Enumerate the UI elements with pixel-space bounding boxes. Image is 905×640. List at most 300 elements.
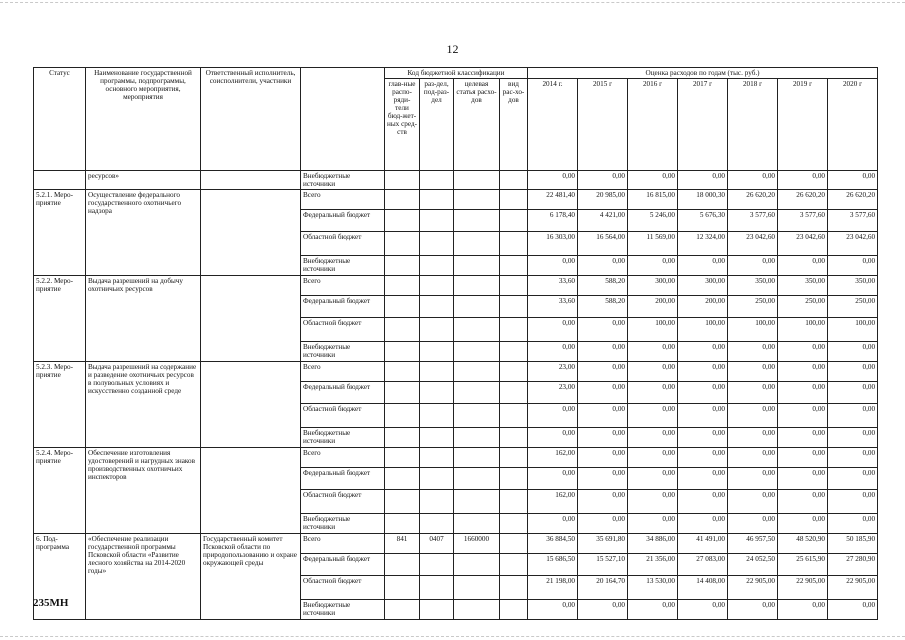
value-cell: 0,00 [628,362,678,382]
code-grbs [385,362,420,382]
value-cell: 0,00 [678,448,728,468]
value-cell: 0,00 [628,428,678,448]
value-cell: 0,00 [578,404,628,428]
row-name: Осуществление федерального государственного охотничьего надзора [86,190,201,276]
row-executor: Государственный комитет Псковской области по природопользованию и охране окружающей среды [201,534,301,620]
value-cell: 35 691,80 [578,534,628,554]
code-csr [454,232,500,256]
value-cell: 0,00 [778,362,828,382]
code-grbs [385,490,420,514]
value-cell: 0,00 [628,404,678,428]
value-cell: 0,00 [528,600,578,620]
code-csr [454,256,500,276]
value-cell: 48 520,90 [778,534,828,554]
value-cell: 0,00 [778,490,828,514]
value-cell: 0,00 [578,362,628,382]
code-rzpr [420,428,454,448]
code-vr [500,256,528,276]
value-cell: 100,00 [828,318,878,342]
value-cell: 20 164,70 [578,576,628,600]
row-source: Областной бюджет [301,404,385,428]
row-status: 5.2.3. Меро-приятие [34,362,86,448]
value-cell: 21 198,00 [528,576,578,600]
row-executor [201,276,301,362]
value-cell: 0,00 [578,428,628,448]
value-cell: 0,00 [678,490,728,514]
value-cell: 0,00 [678,468,728,490]
value-cell: 4 421,00 [578,210,628,232]
value-cell: 200,00 [678,296,728,318]
value-cell: 0,00 [678,514,728,534]
value-cell: 162,00 [528,490,578,514]
value-cell: 0,00 [578,468,628,490]
value-cell: 5 246,00 [628,210,678,232]
table-row [34,171,878,190]
value-cell: 3 577,60 [728,210,778,232]
code-vr [500,318,528,342]
header-executor: Ответственный исполнитель, соисполнители, участники [201,68,301,171]
code-grbs [385,342,420,362]
value-cell: 0,00 [578,382,628,404]
value-cell: 33,60 [528,296,578,318]
value-cell: 0,00 [628,342,678,362]
header-vr: вид рас-хо-дов [500,79,528,171]
code-grbs [385,468,420,490]
row-source: Областной бюджет [301,232,385,256]
table-row [34,448,878,468]
row-status: 6. Под-программа [34,534,86,620]
header-year: 2014 г. [528,79,578,171]
row-source: Федеральный бюджет [301,382,385,404]
value-cell: 34 886,00 [628,534,678,554]
code-csr [454,210,500,232]
header-budget-classification: Код бюджетной классификации [385,68,528,79]
row-source: Всего [301,276,385,296]
value-cell: 588,20 [578,296,628,318]
value-cell: 0,00 [528,428,578,448]
code-csr [454,404,500,428]
code-grbs: 841 [385,534,420,554]
value-cell: 350,00 [828,276,878,296]
code-vr [500,514,528,534]
code-csr [454,448,500,468]
code-rzpr [420,576,454,600]
code-grbs [385,171,420,190]
code-csr [454,296,500,318]
code-rzpr: 0407 [420,534,454,554]
header-row-1 [34,68,878,79]
header-status: Статус [34,68,86,171]
code-csr [454,171,500,190]
value-cell: 0,00 [528,468,578,490]
value-cell: 0,00 [728,448,778,468]
value-cell: 0,00 [778,428,828,448]
row-source: Федеральный бюджет [301,210,385,232]
row-executor [201,448,301,534]
table-row [34,362,878,382]
code-vr [500,342,528,362]
value-cell: 250,00 [728,296,778,318]
code-csr [454,276,500,296]
code-csr [454,514,500,534]
value-cell: 3 577,60 [778,210,828,232]
header-csr: целевая статья расхо-дов [454,79,500,171]
code-grbs [385,382,420,404]
value-cell: 0,00 [828,448,878,468]
code-rzpr [420,342,454,362]
code-vr [500,490,528,514]
value-cell: 15 527,10 [578,554,628,576]
value-cell: 0,00 [728,342,778,362]
code-grbs [385,232,420,256]
value-cell: 200,00 [628,296,678,318]
table-row [34,190,878,210]
code-csr [454,342,500,362]
row-name: Выдача разрешений на содержание и разведение охотничьих ресурсов в полувольных условиях и искусственно созданной среде [86,362,201,448]
value-cell: 0,00 [728,256,778,276]
value-cell: 0,00 [828,342,878,362]
code-csr [454,600,500,620]
code-csr [454,318,500,342]
table-row [34,534,878,554]
value-cell: 22 481,40 [528,190,578,210]
value-cell: 16 564,00 [578,232,628,256]
row-source: Внебюджетные источники [301,171,385,190]
table-row [34,276,878,296]
code-vr [500,190,528,210]
value-cell: 100,00 [778,318,828,342]
value-cell: 0,00 [728,490,778,514]
header-year: 2019 г [778,79,828,171]
code-vr [500,404,528,428]
code-grbs [385,514,420,534]
value-cell: 15 686,50 [528,554,578,576]
row-name: Выдача разрешений на добычу охотничьих ресурсов [86,276,201,362]
value-cell: 0,00 [828,362,878,382]
value-cell: 588,20 [578,276,628,296]
code-grbs [385,190,420,210]
value-cell: 0,00 [828,171,878,190]
value-cell: 0,00 [578,342,628,362]
value-cell: 0,00 [728,514,778,534]
code-rzpr [420,232,454,256]
header-source-blank [301,68,385,171]
value-cell: 14 408,00 [678,576,728,600]
expense-table [33,67,878,620]
header-year: 2018 г [728,79,778,171]
value-cell: 0,00 [678,404,728,428]
value-cell: 0,00 [628,382,678,404]
row-status: 5.2.1. Меро-приятие [34,190,86,276]
value-cell: 26 620,20 [828,190,878,210]
value-cell: 0,00 [528,318,578,342]
code-grbs [385,210,420,232]
code-rzpr [420,404,454,428]
value-cell: 23,00 [528,362,578,382]
code-csr: 1660000 [454,534,500,554]
value-cell: 13 530,00 [628,576,678,600]
value-cell: 0,00 [778,404,828,428]
value-cell: 0,00 [678,428,728,448]
code-grbs [385,448,420,468]
row-status: 5.2.4. Меро-приятие [34,448,86,534]
row-source: Областной бюджет [301,490,385,514]
value-cell: 23 042,60 [778,232,828,256]
value-cell: 0,00 [828,514,878,534]
value-cell: 0,00 [728,468,778,490]
value-cell: 0,00 [628,171,678,190]
value-cell: 0,00 [778,600,828,620]
code-rzpr [420,468,454,490]
value-cell: 0,00 [578,514,628,534]
row-source: Внебюджетные источники [301,514,385,534]
code-vr [500,600,528,620]
value-cell: 0,00 [728,404,778,428]
header-estimate: Оценка расходов по годам (тыс. руб.) [528,68,878,79]
value-cell: 0,00 [578,600,628,620]
code-vr [500,276,528,296]
code-vr [500,232,528,256]
row-name: Обеспечение изготовления удостоверений и нагрудных знаков производственных охотничьих инспекторов [86,448,201,534]
row-executor [201,190,301,276]
value-cell: 33,60 [528,276,578,296]
value-cell: 16 303,00 [528,232,578,256]
value-cell: 36 884,50 [528,534,578,554]
value-cell: 16 815,00 [628,190,678,210]
value-cell: 3 577,60 [828,210,878,232]
code-rzpr [420,554,454,576]
value-cell: 0,00 [528,171,578,190]
value-cell: 100,00 [678,318,728,342]
header-grbs: глав-ные распо-ряди-тели бюд-жет-ных сред-ств [385,79,420,171]
value-cell: 0,00 [678,342,728,362]
value-cell: 0,00 [728,600,778,620]
header-rzpr: раз-дел, под-раз-дел [420,79,454,171]
value-cell: 0,00 [828,600,878,620]
code-csr [454,190,500,210]
value-cell: 0,00 [778,342,828,362]
code-grbs [385,576,420,600]
code-rzpr [420,382,454,404]
code-grbs [385,600,420,620]
value-cell: 46 957,50 [728,534,778,554]
value-cell: 23 042,60 [828,232,878,256]
value-cell: 23,00 [528,382,578,404]
code-vr [500,428,528,448]
scan-edge-top [0,2,905,3]
row-name: ресурсов» [86,171,201,190]
value-cell: 50 185,90 [828,534,878,554]
value-cell: 0,00 [528,256,578,276]
value-cell: 0,00 [678,382,728,404]
value-cell: 0,00 [628,468,678,490]
code-rzpr [420,296,454,318]
code-rzpr [420,210,454,232]
code-rzpr [420,256,454,276]
row-status: 5.2.2. Меро-приятие [34,276,86,362]
row-source: Областной бюджет [301,576,385,600]
value-cell: 0,00 [828,468,878,490]
value-cell: 100,00 [728,318,778,342]
code-grbs [385,256,420,276]
header-year: 2015 г [578,79,628,171]
value-cell: 0,00 [728,382,778,404]
table-body [34,171,878,620]
value-cell: 250,00 [828,296,878,318]
row-source: Всего [301,362,385,382]
code-rzpr [420,318,454,342]
value-cell: 0,00 [678,600,728,620]
value-cell: 0,00 [628,490,678,514]
code-grbs [385,554,420,576]
code-grbs [385,404,420,428]
value-cell: 0,00 [828,428,878,448]
value-cell: 0,00 [578,256,628,276]
code-vr [500,576,528,600]
value-cell: 0,00 [628,448,678,468]
code-rzpr [420,490,454,514]
code-csr [454,468,500,490]
value-cell: 0,00 [778,468,828,490]
value-cell: 0,00 [778,514,828,534]
code-vr [500,448,528,468]
value-cell: 23 042,60 [728,232,778,256]
value-cell: 350,00 [728,276,778,296]
row-source: Всего [301,534,385,554]
value-cell: 250,00 [778,296,828,318]
code-grbs [385,318,420,342]
code-csr [454,428,500,448]
value-cell: 0,00 [828,256,878,276]
value-cell: 0,00 [528,404,578,428]
code-vr [500,210,528,232]
value-cell: 11 569,00 [628,232,678,256]
value-cell: 12 324,00 [678,232,728,256]
scan-edge-bottom [0,636,905,637]
value-cell: 22 905,00 [728,576,778,600]
value-cell: 27 280,90 [828,554,878,576]
value-cell: 0,00 [778,382,828,404]
code-csr [454,382,500,404]
row-source: Всего [301,190,385,210]
code-rzpr [420,190,454,210]
code-csr [454,490,500,514]
value-cell: 0,00 [678,171,728,190]
value-cell: 26 620,20 [728,190,778,210]
value-cell: 0,00 [728,428,778,448]
value-cell: 22 905,00 [828,576,878,600]
value-cell: 0,00 [628,256,678,276]
value-cell: 0,00 [828,382,878,404]
code-rzpr [420,448,454,468]
value-cell: 0,00 [578,490,628,514]
value-cell: 24 052,50 [728,554,778,576]
header-year: 2017 г [678,79,728,171]
code-rzpr [420,276,454,296]
code-grbs [385,276,420,296]
header-year: 2016 г [628,79,678,171]
value-cell: 300,00 [628,276,678,296]
value-cell: 350,00 [778,276,828,296]
value-cell: 0,00 [778,256,828,276]
value-cell: 162,00 [528,448,578,468]
value-cell: 0,00 [728,171,778,190]
value-cell: 18 000,30 [678,190,728,210]
value-cell: 0,00 [628,514,678,534]
footer-code: 235МН [33,597,69,609]
header-year: 2020 г [828,79,878,171]
code-csr [454,362,500,382]
value-cell: 0,00 [678,362,728,382]
value-cell: 0,00 [678,256,728,276]
value-cell: 0,00 [828,490,878,514]
row-source: Федеральный бюджет [301,468,385,490]
row-name: «Обеспечение реализации государственной программы Псковской области «Развитие лесного хозяйства на 2014-2020 годы» [86,534,201,620]
row-source: Федеральный бюджет [301,554,385,576]
row-source: Всего [301,448,385,468]
code-vr [500,296,528,318]
value-cell: 0,00 [528,514,578,534]
code-vr [500,534,528,554]
value-cell: 0,00 [528,342,578,362]
row-executor [201,362,301,448]
value-cell: 27 083,00 [678,554,728,576]
value-cell: 25 615,90 [778,554,828,576]
row-status [34,171,86,190]
code-rzpr [420,362,454,382]
value-cell: 26 620,20 [778,190,828,210]
code-grbs [385,296,420,318]
value-cell: 0,00 [778,171,828,190]
row-source: Областной бюджет [301,318,385,342]
row-source: Федеральный бюджет [301,296,385,318]
code-vr [500,468,528,490]
header-name: Наименование государственной программы, подпрограммы, основного мероприятия, мероприятия [86,68,201,171]
value-cell: 0,00 [578,448,628,468]
code-grbs [385,428,420,448]
row-source: Внебюджетные источники [301,256,385,276]
value-cell: 21 356,00 [628,554,678,576]
value-cell: 100,00 [628,318,678,342]
code-rzpr [420,600,454,620]
page-number: 12 [446,42,459,56]
value-cell: 0,00 [778,448,828,468]
code-vr [500,382,528,404]
value-cell: 0,00 [728,362,778,382]
value-cell: 0,00 [628,600,678,620]
row-source: Внебюджетные источники [301,600,385,620]
code-vr [500,554,528,576]
code-csr [454,554,500,576]
code-rzpr [420,171,454,190]
code-csr [454,576,500,600]
value-cell: 5 676,30 [678,210,728,232]
value-cell: 6 178,40 [528,210,578,232]
value-cell: 300,00 [678,276,728,296]
code-rzpr [420,514,454,534]
code-vr [500,362,528,382]
value-cell: 0,00 [578,171,628,190]
row-source: Внебюджетные источники [301,342,385,362]
value-cell: 20 985,00 [578,190,628,210]
value-cell: 41 491,00 [678,534,728,554]
value-cell: 22 905,00 [778,576,828,600]
row-source: Внебюджетные источники [301,428,385,448]
value-cell: 0,00 [828,404,878,428]
code-vr [500,171,528,190]
value-cell: 0,00 [578,318,628,342]
row-executor [201,171,301,190]
